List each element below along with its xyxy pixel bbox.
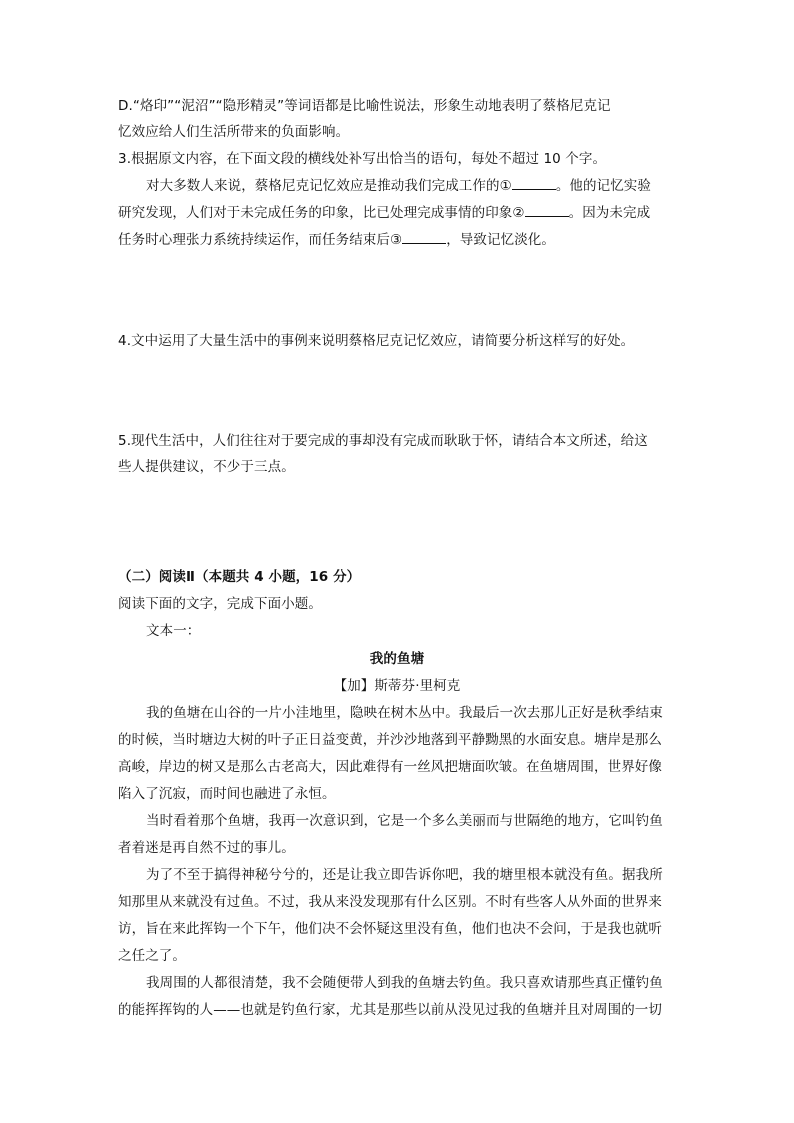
article-line: 的能挥挥钩的人——也就是钓鱼行家，尤其是那些以前从没见过我的鱼塘并且对周围的一切 (118, 1002, 662, 1018)
q3-text-2a: 研究发现，人们对于未完成任务的印象，比已处理完成事情的印象 (118, 205, 513, 221)
blank-marker-3: ③ (390, 232, 403, 248)
article-line: 高峻，岸边的树又是那么古老高大，因此难得有一丝风把塘面吹皱。在鱼塘周围，世界好像 (118, 759, 662, 775)
q3-passage-line1 (146, 176, 706, 196)
q2-option-d-line2: 忆效应给人们生活所带来的负面影响。 (118, 124, 350, 140)
answer-blank-3[interactable] (402, 230, 446, 244)
article-line: 者着迷是再自然不过的事儿。 (118, 840, 295, 856)
section-instruction: 阅读下面的文字，完成下面小题。 (118, 596, 322, 612)
q5-line2: 些人提供建议，不少于三点。 (118, 459, 295, 475)
article-title: 我的鱼塘 (369, 651, 425, 667)
article-line: 知那里从来就没有过鱼。不过，我从来没发现那有什么区别。不时有些客人从外面的世界来 (118, 894, 662, 910)
article-author: 【加】斯蒂芬·里柯克 (333, 678, 461, 694)
article-line: 当时看着那个鱼塘，我再一次意识到，它是一个多么美丽而与世隔绝的地方，它叫钓鱼 (146, 813, 663, 829)
q3-text-1b: 。他的记忆实验 (555, 178, 652, 194)
article-line: 访，旨在来此挥钩一个下午，他们决不会怀疑这里没有鱼，他们也决不会问，于是我也就听 (118, 921, 662, 937)
text-label: 文本一： (146, 623, 201, 639)
answer-blank-2[interactable] (525, 203, 569, 217)
blank-marker-2: ② (512, 205, 525, 221)
q4-prompt: 4.文中运用了大量生活中的事例来说明蔡格尼克记忆效应，请简要分析这样写的好处。 (118, 333, 635, 349)
answer-blank-1[interactable] (512, 176, 556, 190)
q3-prompt: 3.根据原文内容，在下面文段的横线处补写出恰当的语句，每处不超过 10 个字。 (118, 151, 607, 167)
article-line: 的时候，当时塘边大树的叶子正日益变黄，并沙沙地落到平静黝黑的水面安息。塘岸是那么 (118, 732, 662, 748)
article-line: 为了不至于搞得神秘兮兮的，还是让我立即告诉你吧，我的塘里根本就没有鱼。据我所 (146, 867, 663, 883)
article-line: 之任之了。 (118, 948, 186, 964)
q3-passage-line2 (118, 203, 678, 223)
q3-text-3a: 任务时心理张力系统持续运作，而任务结束后 (118, 232, 390, 248)
q3-passage-line3 (118, 230, 678, 250)
article-line: 陷入了沉寂，而时间也融进了永恒。 (118, 786, 336, 802)
q2-option-d-line1: D.“烙印”“泥沼”“隐形精灵”等词语都是比喻性说法，形象生动地表明了蔡格尼克记 (118, 98, 611, 114)
blank-marker-1: ① (499, 178, 512, 194)
q5-line1: 5.现代生活中，人们往往对于要完成的事却没有完成而耿耿于怀，请结合本文所述，给这 (118, 433, 648, 449)
article-line: 我周围的人都很清楚，我不会随便带人到我的鱼塘去钓鱼。我只喜欢请那些真正懂钓鱼 (146, 975, 663, 991)
q3-text-1a: 对大多数人来说，蔡格尼克记忆效应是推动我们完成工作的 (146, 178, 500, 194)
article-line: 我的鱼塘在山谷的一片小洼地里，隐映在树木丛中。我最后一次去那儿正好是秋季结束 (146, 705, 663, 721)
q3-text-3b: ，导致记忆淡化。 (446, 232, 556, 248)
section-heading: （二）阅读Ⅱ（本题共 4 小题，16 分） (118, 569, 361, 585)
q3-text-2b: 。因为未完成 (568, 205, 651, 221)
